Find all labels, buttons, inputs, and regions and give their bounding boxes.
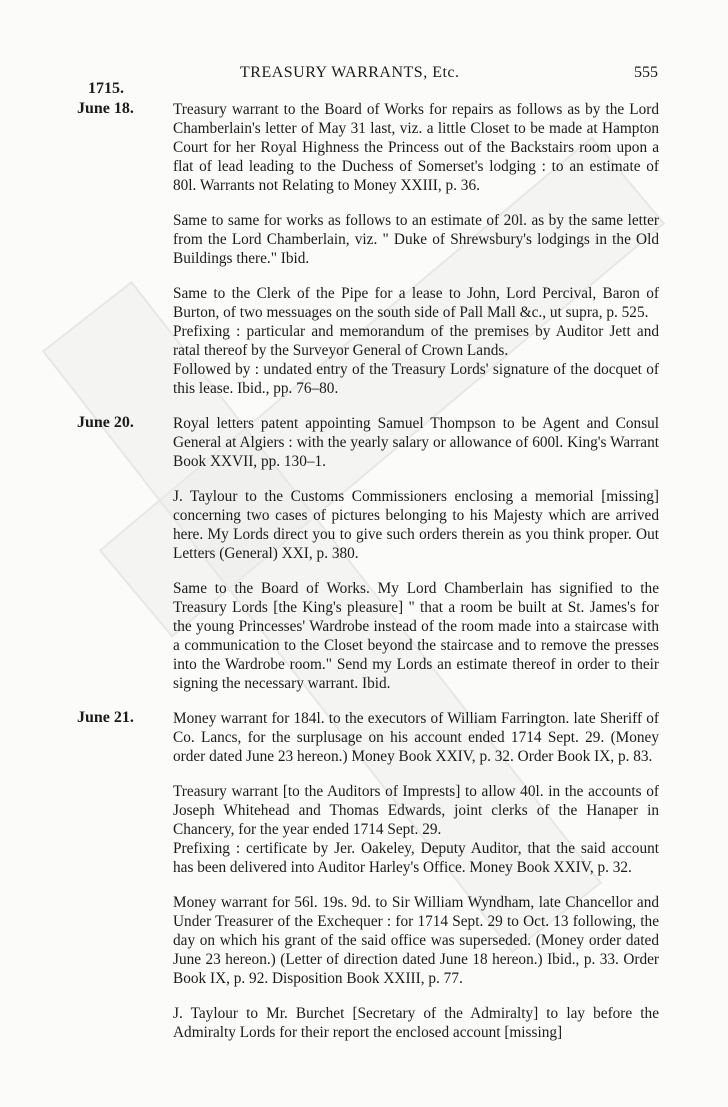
entry [0, 100, 728, 195]
entry-date: June 20. [77, 414, 134, 431]
entry-paragraph: J. Taylour to Mr. Burchet [Secretary of the Admiralty] to lay before the Admiralty Lords for their report the enclosed account [missing] [173, 1005, 659, 1041]
running-title: TREASURY WARRANTS, Etc. [240, 64, 460, 81]
entry-paragraph: Treasury warrant to the Board of Works for repairs as follows as by the Lord Chamberlain's letter of May 31 last, viz. a little Closet to be made at Hampton Court for her Royal Highness the Princess out of the Backstairs room upon a flat of lead leading to the Duchess of Somerset's lodging : to an estimate of 80l. Warrants not Relating to Money XXIII, p. 36. [173, 101, 659, 194]
entries-list [0, 100, 728, 1058]
entry-paragraph: Money warrant for 184l. to the executors of William Farrington. late Sheriff of Co. Lancs, for the surplusage on his account ended 1714 Sept. 29. (Money order dated June 23 hereon.) Money Book XXIV, p. 32. Order Book IX, p. 83. [173, 710, 659, 765]
entry [0, 782, 728, 877]
entry [0, 487, 728, 563]
entry [0, 211, 728, 268]
entry [0, 893, 728, 988]
entry-paragraph: Same to the Clerk of the Pipe for a lease to John, Lord Percival, Baron of Burton, of two messuages on the south side of Pall Mall &c., ut supra, p. 525. [173, 285, 659, 321]
entry [0, 414, 728, 471]
entry-paragraph: Prefixing : certificate by Jer. Oakeley, Deputy Auditor, that the said account has been delivered into Auditor Harley's Office. Money Book XXIV, p. 32. [173, 840, 659, 876]
entry-paragraph: Treasury warrant [to the Auditors of Imprests] to allow 40l. in the accounts of Joseph Whitehead and Thomas Edwards, joint clerks of the Hanaper in Chancery, for the year ended 1714 Sept. 29. [173, 783, 659, 838]
entry-paragraph: Same to same for works as follows to an estimate of 20l. as by the same letter from the Lord Chamberlain, viz. " Duke of Shrewsbury's lodgings in the Old Buildings there." Ibid. [173, 212, 659, 267]
page-number: 555 [634, 64, 658, 81]
entry-paragraph: Prefixing : particular and memorandum of the premises by Auditor Jett and ratal thereof by the Surveyor General of Crown Lands. [173, 323, 659, 359]
entry [0, 709, 728, 766]
year-label: 1715. [88, 80, 124, 97]
entry [0, 1004, 728, 1042]
entry [0, 579, 728, 693]
entry-paragraph: Same to the Board of Works. My Lord Chamberlain has signified to the Treasury Lords [the King's pleasure] " that a room be built at St. James's for the young Princesses' Wardrobe instead of the room made into a staircase with a communication to the Closet beyond the staircase and to remove the presses into the Wardrobe room." Send my Lords an estimate thereof in order to their signing the necessary warrant. Ibid. [173, 580, 659, 692]
entry-paragraph: J. Taylour to the Customs Commissioners enclosing a memorial [missing] concerning two cases of pictures belonging to his Majesty which are arrived here. My Lords direct you to give such orders therein as you think proper. Out Letters (General) XXI, p. 380. [173, 488, 659, 562]
entry-date: June 18. [77, 100, 134, 117]
entry-paragraph: Royal letters patent appointing Samuel Thompson to be Agent and Consul General at Algiers : with the yearly salary or allowance of 600l. King's Warrant Book XXVII, pp. 130–1. [173, 415, 659, 470]
entry-date: June 21. [77, 709, 134, 726]
entry-paragraph: Money warrant for 56l. 19s. 9d. to Sir William Wyndham, late Chancellor and Under Treasurer of the Exchequer : for 1714 Sept. 29 to Oct. 13 following, the day on which his grant of the said office was superseded. (Money order dated June 23 hereon.) (Letter of direction dated June 18 hereon.) Ibid., p. 33. Order Book IX, p. 92. Disposition Book XXIII, p. 77. [173, 894, 659, 987]
entry-paragraph: Followed by : undated entry of the Treasury Lords' signature of the docquet of this lease. Ibid., pp. 76–80. [173, 361, 659, 397]
entry [0, 284, 728, 398]
